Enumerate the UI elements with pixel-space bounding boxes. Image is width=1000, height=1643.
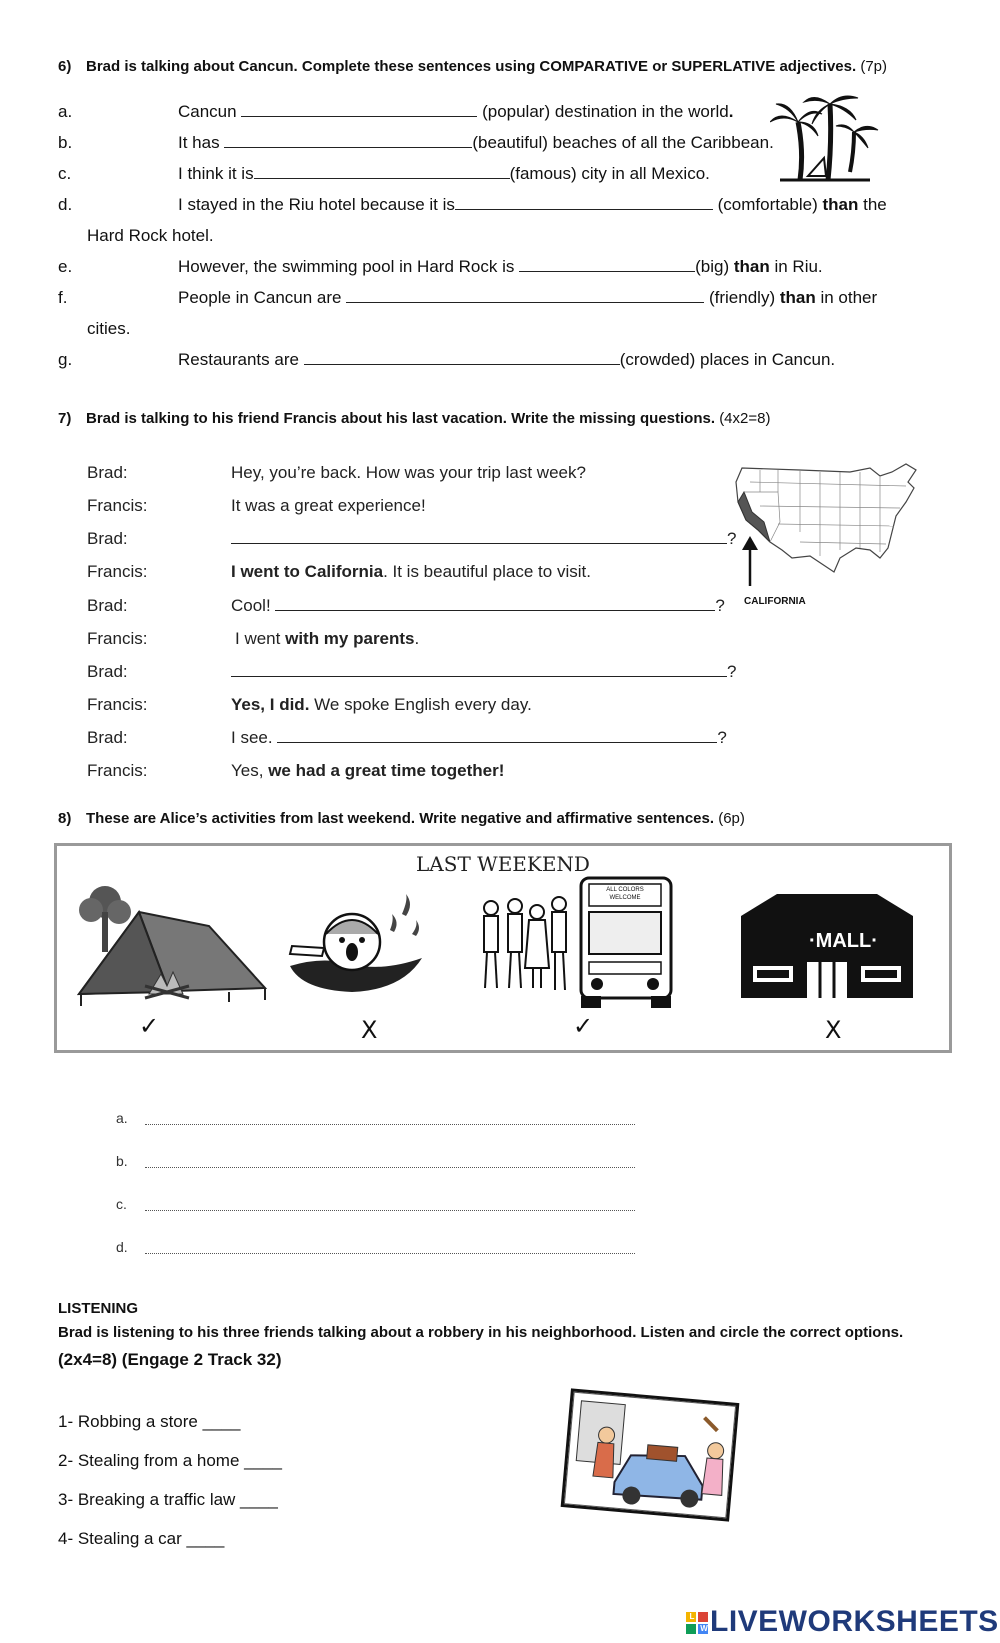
robbery-picture-icon: [555, 1385, 745, 1525]
panel-title: LAST WEEKEND: [416, 852, 590, 876]
sentence-6d-continued: Hard Rock hotel.: [87, 226, 214, 245]
dialogue-line-7: Brad: ?: [87, 662, 737, 681]
dialogue-line-2: Francis: It was a great experience!: [87, 496, 426, 515]
listening-instruction: Brad is listening to his three friends talking about a robbery in his neighborhood. Listen and circle the correct options.: [58, 1324, 904, 1341]
section-6-heading: 6) Brad is talking about Cancun. Complete these sentences using COMPARATIVE or SUPERLATIVE adjectives. (7p): [58, 58, 888, 75]
sentence-6b: b. It has (beautiful) beaches of all the Caribbean.: [58, 133, 774, 152]
answer-dotted-field[interactable]: [145, 1153, 635, 1168]
last-weekend-panel: [54, 843, 952, 1053]
answer-blank[interactable]: [254, 164, 510, 179]
swimming-icon: [282, 890, 432, 1010]
check-mark: ✓: [139, 1013, 160, 1040]
logo-letter-l: L: [689, 1612, 695, 1621]
question-blank[interactable]: [231, 662, 727, 677]
answer-line-b: b.: [0, 1153, 1000, 1173]
listening-points: (2x4=8) (Engage 2 Track 32): [58, 1350, 282, 1369]
bus-sign: ALL COLORS WELCOME: [606, 887, 644, 901]
answer-line-c: c.: [0, 1196, 1000, 1216]
dialogue-line-1: Brad: Hey, you’re back. How was your trip last week?: [87, 463, 586, 482]
answer-blank[interactable]: [241, 102, 477, 117]
answer-line-d: d.: [0, 1239, 1000, 1259]
dialogue-line-3: Brad: ?: [87, 529, 737, 548]
dialogue-line-8: Francis: Yes, I did. We spoke English every day.: [87, 695, 532, 714]
camping-tent-icon: [69, 882, 269, 1012]
sentence-6g: g. Restaurants are (crowded) places in Cancun.: [58, 350, 836, 369]
sentence-6e: e. However, the swimming pool in Hard Rock is (big) than in Riu.: [58, 257, 823, 276]
cross-mark: X: [361, 1016, 378, 1044]
answer-blank[interactable]: [346, 288, 704, 303]
listening-item-2: 2- Stealing from a home ____: [58, 1451, 282, 1470]
cross-mark: X: [825, 1016, 842, 1044]
answer-blank[interactable]: [224, 133, 472, 148]
check-mark: ✓: [573, 1013, 594, 1040]
listening-item-1: 1- Robbing a store ____: [58, 1412, 241, 1431]
section-8-heading: 8) These are Alice’s activities from last weekend. Write negative and affirmative sentences. (6p): [58, 810, 745, 827]
dialogue-line-9: Brad: I see. ?: [87, 728, 727, 747]
california-label: CALIFORNIA: [744, 596, 806, 607]
dialogue-line-6: Francis: I went with my parents.: [87, 629, 420, 648]
sentence-6a: a. Cancun (popular) destination in the world.: [58, 102, 734, 121]
question-blank[interactable]: [277, 728, 717, 743]
answer-line-a: a.: [0, 1110, 1000, 1130]
sentence-6f-continued: cities.: [87, 319, 131, 338]
sentence-6c: c. I think it is (famous) city in all Mexico.: [58, 164, 710, 183]
dialogue-line-4: Francis: I went to California. It is beautiful place to visit.: [87, 562, 591, 581]
listening-item-3: 3- Breaking a traffic law ____: [58, 1490, 278, 1509]
answer-blank[interactable]: [455, 195, 713, 210]
question-blank[interactable]: [231, 529, 727, 544]
answer-dotted-field[interactable]: [145, 1196, 635, 1211]
sentence-6f: f. People in Cancun are (friendly) than in other: [58, 288, 878, 307]
section-7-heading: 7) Brad is talking to his friend Francis about his last vacation. Write the missing questions. (4x2=8): [58, 410, 771, 427]
answer-blank[interactable]: [304, 350, 620, 365]
dialogue-line-5: Brad: Cool! ?: [87, 596, 725, 615]
mall-sign: ·MALL·: [809, 930, 878, 952]
listening-title: LISTENING: [58, 1300, 139, 1317]
answer-dotted-field[interactable]: [145, 1110, 635, 1125]
listening-item-4: 4- Stealing a car ____: [58, 1529, 225, 1548]
sentence-6d: d. I stayed in the Riu hotel because it is (comfortable) than the: [58, 195, 887, 214]
logo-letter-w: W: [700, 1624, 708, 1633]
question-blank[interactable]: [275, 596, 715, 611]
answer-blank[interactable]: [519, 257, 695, 272]
dialogue-line-10: Francis: Yes, we had a great time together!: [87, 761, 505, 780]
liveworksheets-brand: LIVEWORKSHEETS: [710, 1605, 999, 1638]
answer-dotted-field[interactable]: [145, 1239, 635, 1254]
